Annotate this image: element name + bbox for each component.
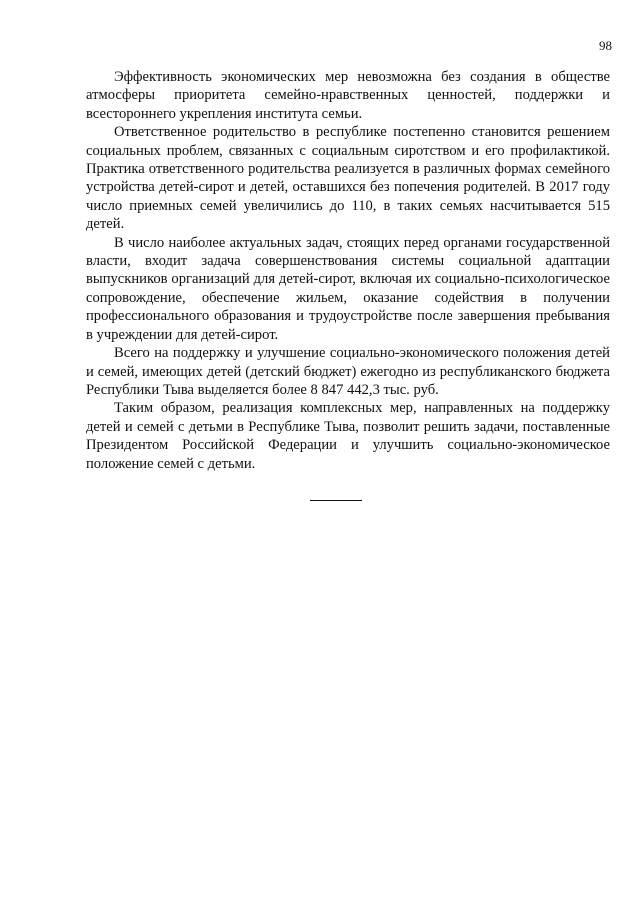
paragraph-conclusion: Таким образом, реализация комплексных мер, направленных на поддержку детей и семей с детьми в Республике Тыва, позволит решить задачи, поставленные Президентом Российской Федерации и улучшить социально-экономическое положение семей с детьми. xyxy=(86,400,610,472)
paragraph-childrens-budget: Всего на поддержку и улучшение социально-экономического положения детей и семей, имеющих детей (детский бюджет) ежегодно из республиканского бюджета Республики Тыва выделяется более 8 847 442,3 тыс. руб. xyxy=(86,345,610,398)
end-separator-line xyxy=(310,500,362,501)
page-number: 98 xyxy=(599,38,612,53)
document-body xyxy=(86,68,610,473)
paragraph-responsible-parenting: Ответственное родительство в республике постепенно становится решением социальных проблем, связанных с социальным сиротством и его профилактикой. Практика ответственного родительства реализуется в различных формах семейного устройства детей-сирот и детей, оставшихся без попечения родителей. В 2017 году число приемных семей увеличились до 110, в таких семьях насчитывается 515 детей. xyxy=(86,124,610,233)
paragraph-state-tasks: В число наиболее актуальных задач, стоящих перед органами государственной власти, входит задача совершенствования системы социальной адаптации выпускников организаций для детей-сирот, включая их социально-психологическое сопровождение, обеспечение жильем, оказание содействия в получении профессионального образования и трудоустройстве после завершения пребывания в учреждении для детей-сирот. xyxy=(86,234,610,343)
paragraph-economic-measures: Эффективность экономических мер невозможна без создания в обществе атмосферы приоритета семейно-нравственных ценностей, поддержки и всестороннего укрепления института семьи. xyxy=(86,69,610,122)
